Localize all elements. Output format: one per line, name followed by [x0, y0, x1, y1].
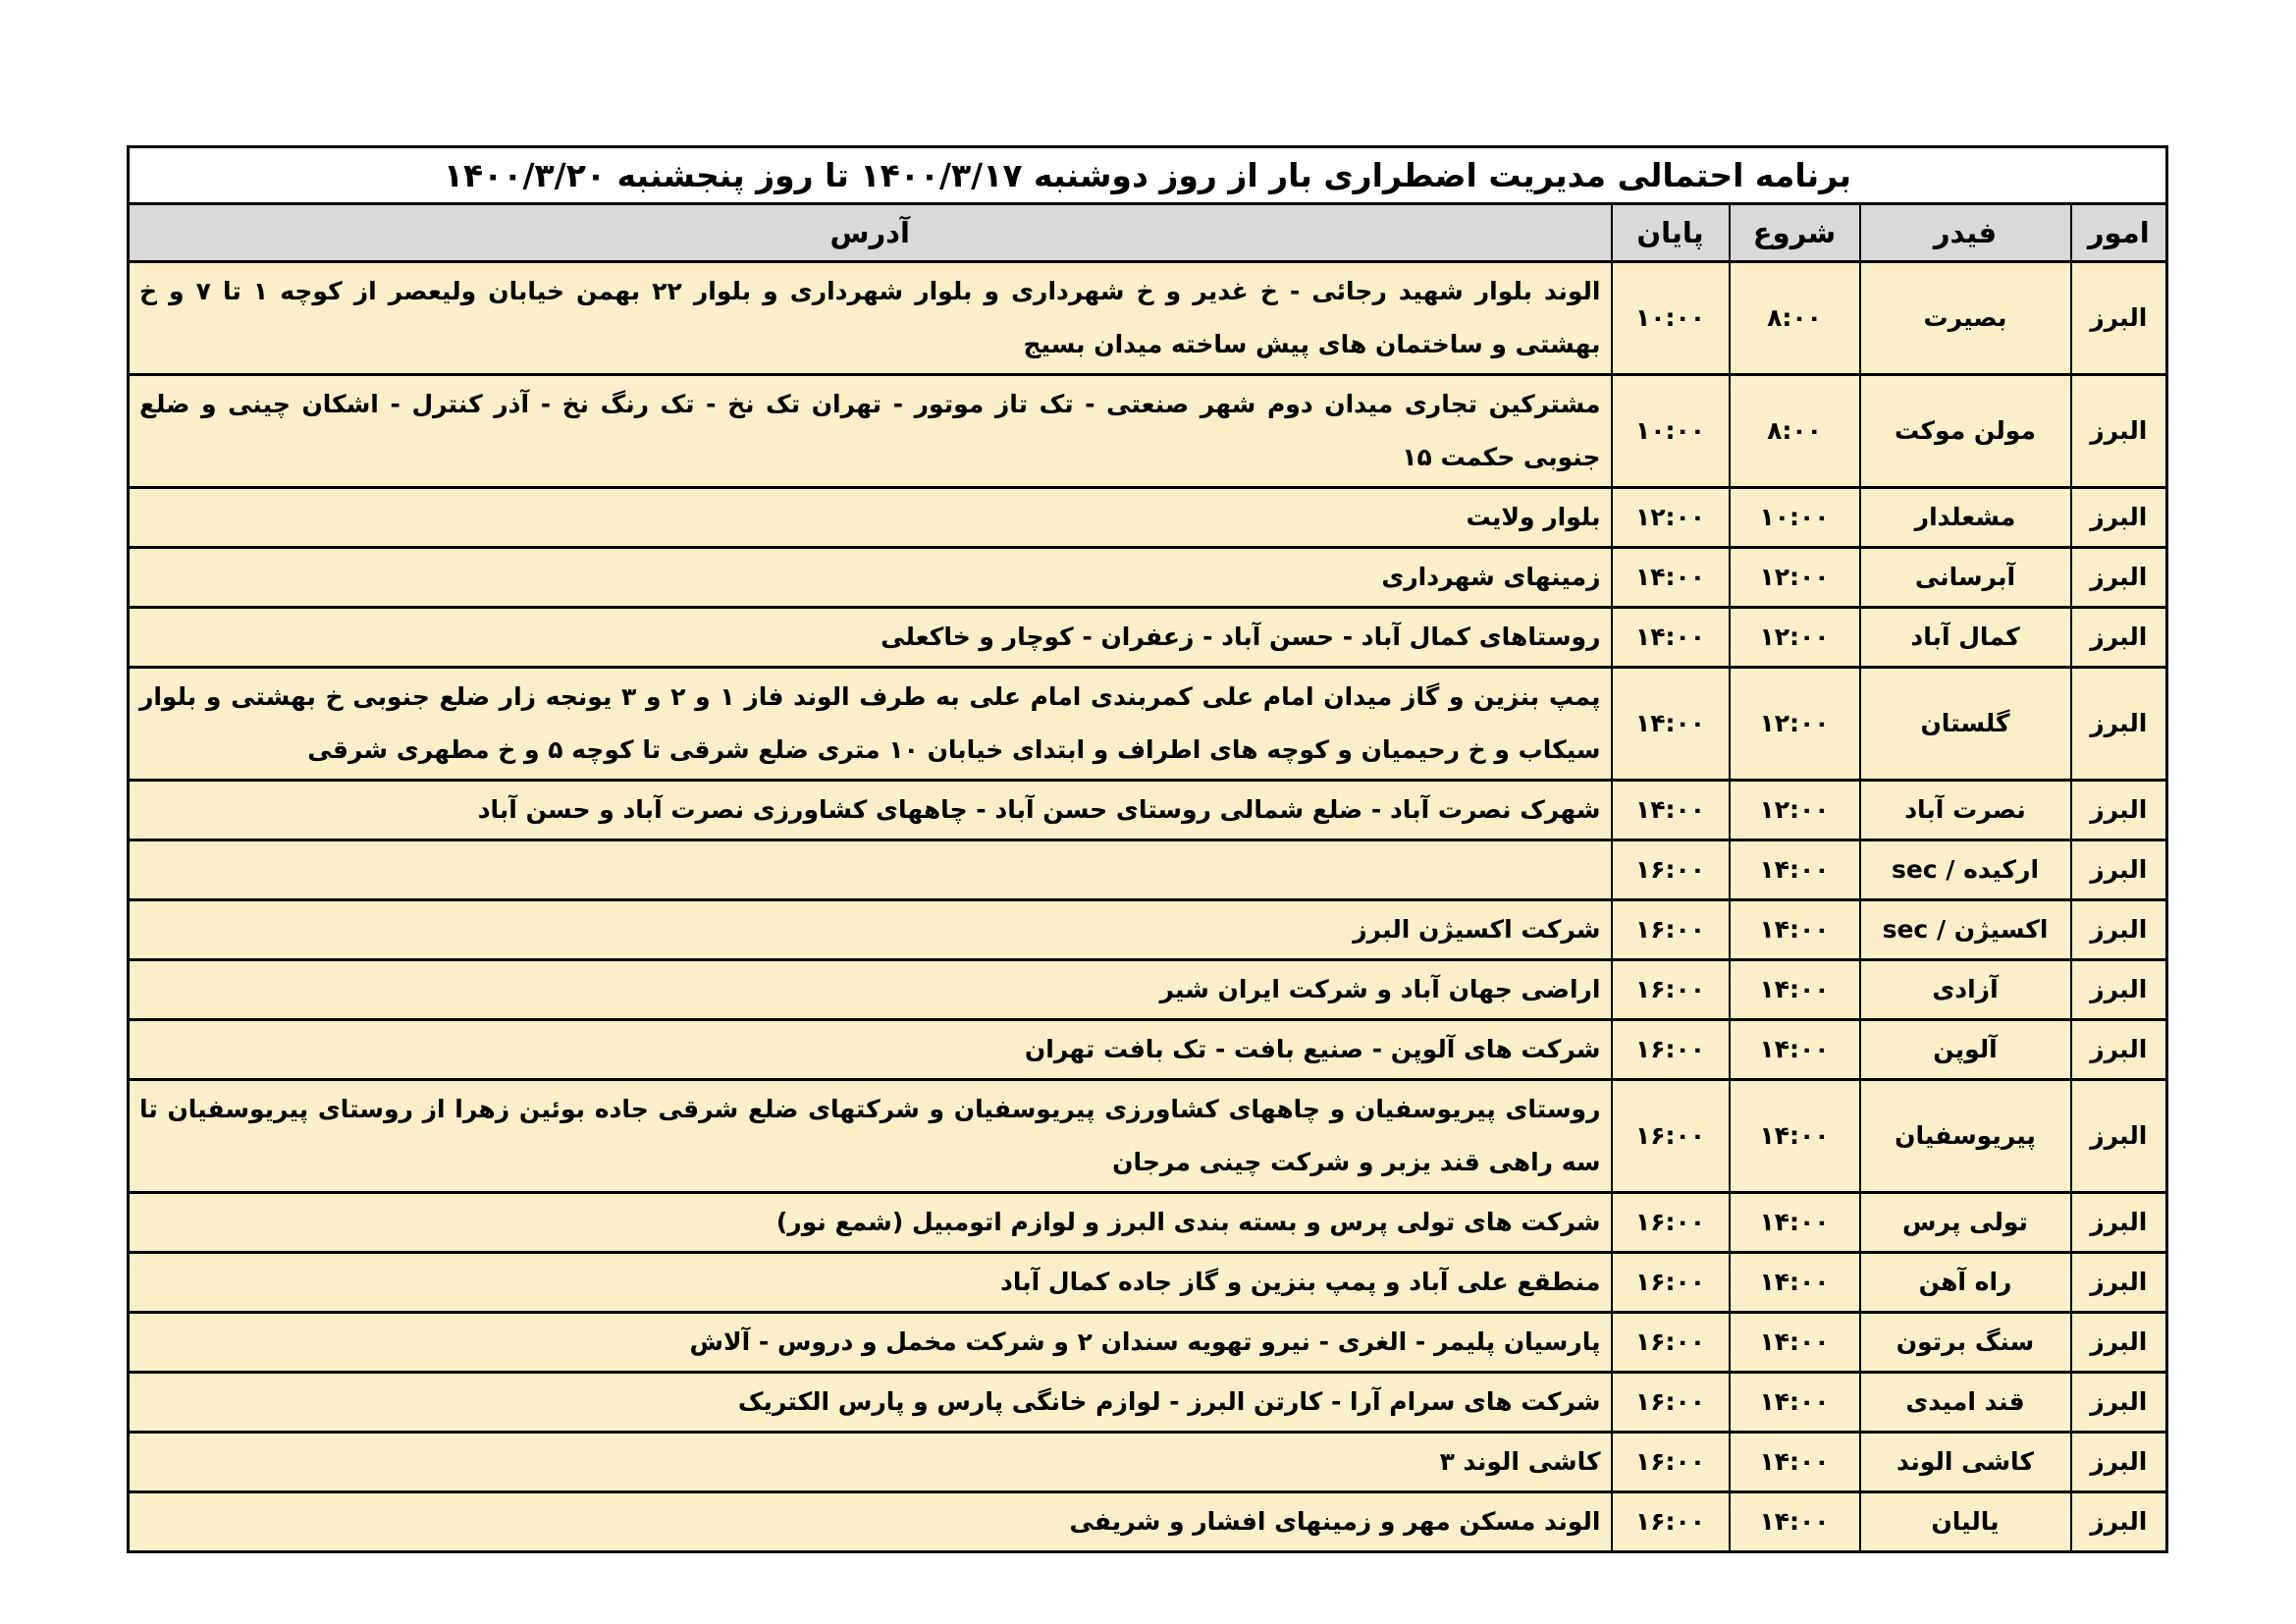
start-time-cell: ۱۲:۰۰: [1730, 608, 1860, 668]
table-row: [128, 1373, 2166, 1433]
start-time-cell: ۱۴:۰۰: [1730, 1313, 1860, 1373]
feeder-cell: تولی پرس: [1860, 1193, 2071, 1253]
district-cell: البرز: [2071, 1080, 2167, 1193]
column-header-start: شروع: [1730, 204, 1860, 262]
end-time-cell: ۱۴:۰۰: [1612, 548, 1730, 608]
district-cell: البرز: [2071, 548, 2167, 608]
address-cell: [128, 840, 1611, 900]
table-row: [128, 840, 2166, 900]
district-cell: البرز: [2071, 1253, 2167, 1313]
start-time-cell: ۱۴:۰۰: [1730, 1253, 1860, 1313]
table-row: [128, 1433, 2166, 1492]
table-row: [128, 1193, 2166, 1253]
feeder-cell: راه آهن: [1860, 1253, 2071, 1313]
address-cell: شرکت های آلوپن - صنیع بافت - تک بافت تهران: [128, 1020, 1611, 1080]
feeder-cell: اکسیژن / sec: [1860, 900, 2071, 960]
table-row: [128, 900, 2166, 960]
district-cell: البرز: [2071, 840, 2167, 900]
table-row: [128, 1253, 2166, 1313]
end-time-cell: ۱۶:۰۰: [1612, 900, 1730, 960]
feeder-cell: سنگ برتون: [1860, 1313, 2071, 1373]
district-cell: البرز: [2071, 375, 2167, 488]
end-time-cell: ۱۶:۰۰: [1612, 1433, 1730, 1492]
district-cell: البرز: [2071, 608, 2167, 668]
address-cell: پارسیان پلیمر - الغری - نیرو تهویه سندان ۲ و شرکت مخمل و دروس - آلاش: [128, 1313, 1611, 1373]
table-title-row: [128, 147, 2166, 204]
feeder-cell: آلوپن: [1860, 1020, 2071, 1080]
start-time-cell: ۱۲:۰۰: [1730, 548, 1860, 608]
address-cell: شرکت های سرام آرا - کارتن البرز - لوازم خانگی پارس و پارس الکتریک: [128, 1373, 1611, 1433]
district-cell: البرز: [2071, 1492, 2167, 1552]
start-time-cell: ۱۴:۰۰: [1730, 1433, 1860, 1492]
end-time-cell: ۱۴:۰۰: [1612, 781, 1730, 840]
end-time-cell: ۱۰:۰۰: [1612, 262, 1730, 375]
start-time-cell: ۱۴:۰۰: [1730, 1193, 1860, 1253]
address-cell: مشترکین تجاری میدان دوم شهر صنعتی - تک تاز موتور - تهران تک نخ - تک رنگ نخ - آذر کنترل - اشکان چینی و ضلع جنوبی حکمت ۱۵: [128, 375, 1611, 488]
feeder-cell: بصیرت: [1860, 262, 2071, 375]
district-cell: البرز: [2071, 262, 2167, 375]
district-cell: البرز: [2071, 781, 2167, 840]
feeder-cell: کمال آباد: [1860, 608, 2071, 668]
start-time-cell: ۱۰:۰۰: [1730, 488, 1860, 548]
district-cell: البرز: [2071, 1313, 2167, 1373]
end-time-cell: ۱۶:۰۰: [1612, 960, 1730, 1020]
load-management-schedule-sheet: [130, 145, 2168, 1553]
district-cell: البرز: [2071, 1193, 2167, 1253]
start-time-cell: ۱۴:۰۰: [1730, 1080, 1860, 1193]
district-cell: البرز: [2071, 668, 2167, 781]
address-cell: منطقع علی آباد و پمپ بنزین و گاز جاده کمال آباد: [128, 1253, 1611, 1313]
feeder-cell: آزادی: [1860, 960, 2071, 1020]
end-time-cell: ۱۶:۰۰: [1612, 1373, 1730, 1433]
end-time-cell: ۱۲:۰۰: [1612, 488, 1730, 548]
feeder-cell: ارکیده / sec: [1860, 840, 2071, 900]
start-time-cell: ۱۴:۰۰: [1730, 900, 1860, 960]
address-cell: شهرک نصرت آباد - ضلع شمالی روستای حسن آباد - چاههای کشاورزی نصرت آباد و حسن آباد: [128, 781, 1611, 840]
address-cell: شرکت های تولی پرس و بسته بندی البرز و لوازم اتومبیل (شمع نور): [128, 1193, 1611, 1253]
schedule-table: [127, 145, 2168, 1553]
feeder-cell: مشعلدار: [1860, 488, 2071, 548]
address-cell: شرکت اکسیژن البرز: [128, 900, 1611, 960]
feeder-cell: مولن موکت: [1860, 375, 2071, 488]
end-time-cell: ۱۴:۰۰: [1612, 608, 1730, 668]
start-time-cell: ۱۴:۰۰: [1730, 960, 1860, 1020]
feeder-cell: نصرت آباد: [1860, 781, 2071, 840]
column-header-end: پایان: [1612, 204, 1730, 262]
start-time-cell: ۱۴:۰۰: [1730, 840, 1860, 900]
table-row: [128, 262, 2166, 375]
address-cell: زمینهای شهرداری: [128, 548, 1611, 608]
address-cell: کاشی الوند ۳: [128, 1433, 1611, 1492]
table-header-row: [128, 204, 2166, 262]
end-time-cell: ۱۶:۰۰: [1612, 1313, 1730, 1373]
address-cell: الوند مسکن مهر و زمینهای افشار و شریفی: [128, 1492, 1611, 1552]
feeder-cell: گلستان: [1860, 668, 2071, 781]
address-cell: الوند بلوار شهید رجائی - خ غدیر و خ شهرداری و بلوار شهرداری و بلوار ۲۲ بهمن خیابان ولیعصر از کوچه ۱ تا ۷ و خ بهشتی و ساختمان های پیش ساخته میدان بسیج: [128, 262, 1611, 375]
address-cell: بلوار ولایت: [128, 488, 1611, 548]
start-time-cell: ۸:۰۰: [1730, 262, 1860, 375]
end-time-cell: ۱۶:۰۰: [1612, 1080, 1730, 1193]
district-cell: البرز: [2071, 1373, 2167, 1433]
table-row: [128, 960, 2166, 1020]
table-row: [128, 781, 2166, 840]
column-header-district: امور: [2071, 204, 2167, 262]
feeder-cell: قند امیدی: [1860, 1373, 2071, 1433]
table-row: [128, 375, 2166, 488]
address-cell: روستای پیریوسفیان و چاههای کشاورزی پیریوسفیان و شرکتهای ضلع شرقی جاده بوئین زهرا از روستای پیریوسفیان تا سه راهی قند یزبر و شرکت چینی مرجان: [128, 1080, 1611, 1193]
end-time-cell: ۱۴:۰۰: [1612, 668, 1730, 781]
address-cell: پمپ بنزین و گاز میدان امام علی کمربندی امام علی به طرف الوند فاز ۱ و ۲ و ۳ یونجه زار ضلع جنوبی خ بهشتی و بلوار سیکاب و خ رحیمیان و کوچه های اطراف و ابتدای خیابان ۱۰ متری ضلع شرقی تا کوچه ۵ و خ مطهری شرقی: [128, 668, 1611, 781]
feeder-cell: پیریوسفیان: [1860, 1080, 2071, 1193]
table-row: [128, 608, 2166, 668]
end-time-cell: ۱۶:۰۰: [1612, 1492, 1730, 1552]
start-time-cell: ۱۲:۰۰: [1730, 668, 1860, 781]
district-cell: البرز: [2071, 900, 2167, 960]
start-time-cell: ۸:۰۰: [1730, 375, 1860, 488]
district-cell: البرز: [2071, 488, 2167, 548]
table-row: [128, 488, 2166, 548]
address-cell: اراضی جهان آباد و شرکت ایران شیر: [128, 960, 1611, 1020]
start-time-cell: ۱۴:۰۰: [1730, 1492, 1860, 1552]
column-header-address: آدرس: [128, 204, 1611, 262]
district-cell: البرز: [2071, 1020, 2167, 1080]
end-time-cell: ۱۶:۰۰: [1612, 840, 1730, 900]
column-header-feeder: فیدر: [1860, 204, 2071, 262]
start-time-cell: ۱۲:۰۰: [1730, 781, 1860, 840]
table-row: [128, 1080, 2166, 1193]
page-title: برنامه احتمالی مدیریت اضطراری بار از روز دوشنبه ۱۴۰۰/۳/۱۷ تا روز پنجشنبه ۱۴۰۰/۳/۲۰: [128, 147, 2166, 204]
end-time-cell: ۱۶:۰۰: [1612, 1020, 1730, 1080]
district-cell: البرز: [2071, 1433, 2167, 1492]
table-row: [128, 1492, 2166, 1552]
table-row: [128, 1313, 2166, 1373]
end-time-cell: ۱۰:۰۰: [1612, 375, 1730, 488]
feeder-cell: آبرسانی: [1860, 548, 2071, 608]
table-row: [128, 1020, 2166, 1080]
feeder-cell: یالیان: [1860, 1492, 2071, 1552]
table-row: [128, 668, 2166, 781]
schedule-table-body: [128, 262, 2166, 1552]
start-time-cell: ۱۴:۰۰: [1730, 1373, 1860, 1433]
end-time-cell: ۱۶:۰۰: [1612, 1253, 1730, 1313]
end-time-cell: ۱۶:۰۰: [1612, 1193, 1730, 1253]
feeder-cell: کاشی الوند: [1860, 1433, 2071, 1492]
start-time-cell: ۱۴:۰۰: [1730, 1020, 1860, 1080]
district-cell: البرز: [2071, 960, 2167, 1020]
address-cell: روستاهای کمال آباد - حسن آباد - زعفران - کوچار و خاکعلی: [128, 608, 1611, 668]
table-row: [128, 548, 2166, 608]
